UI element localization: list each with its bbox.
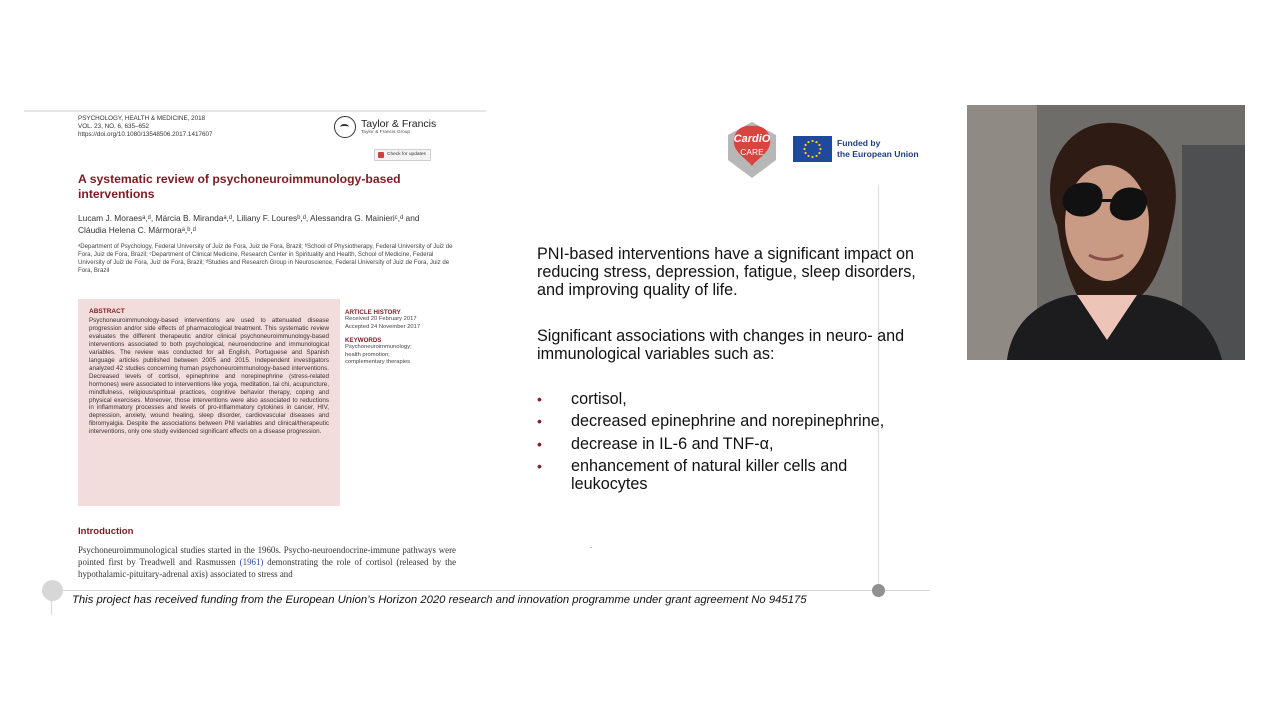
slide-paragraph-2: Significant associations with changes in neuro- and immunological variables such as:: [537, 327, 905, 364]
introduction-text: [78, 544, 456, 580]
bullet-item: [537, 390, 897, 408]
publisher-logo-block: [334, 116, 464, 138]
publisher-subtitle: Taylor & Francis Group: [361, 130, 411, 135]
eu-star-icon: [815, 155, 817, 157]
glasses-bridge: [1099, 199, 1113, 202]
journal-name: PSYCHOLOGY, HEALTH & MEDICINE, 2018: [78, 115, 206, 122]
abstract-heading: ABSTRACT: [89, 308, 125, 315]
eu-union-line: the European Union: [837, 149, 919, 159]
eu-star-icon: [804, 152, 806, 154]
bullet-text: decreased epinephrine and norepinephrine,: [571, 412, 885, 431]
presenter-video-image: [967, 105, 1245, 360]
bullet-icon: •: [537, 413, 542, 430]
eu-star-icon: [815, 141, 817, 143]
citation-link: (1961): [239, 557, 264, 567]
funding-acknowledgement: This project has received funding from the European Union’s Horizon 2020 research and innovation programme under grant agreement No 945175: [72, 594, 807, 606]
abstract-box: [78, 299, 340, 506]
paper-title: A systematic review of psychoneuroimmunology-based interventions: [78, 172, 401, 201]
divider-stub-left: [51, 600, 52, 615]
paper-top-border: [24, 110, 486, 112]
article-history: [345, 309, 445, 367]
bullet-icon: •: [537, 435, 542, 452]
accepted-date: Accepted 24 November 2017: [345, 323, 421, 330]
eu-stars-icon: [793, 136, 832, 162]
publisher-name: Taylor & Francis: [361, 118, 437, 130]
article-history-heading: ARTICLE HISTORY: [345, 309, 401, 316]
eu-star-icon: [818, 152, 820, 154]
bullet-text: cortisol,: [571, 390, 627, 408]
introduction-heading: Introduction: [78, 526, 134, 537]
eu-star-icon: [811, 140, 813, 142]
eu-funded-line: Funded by: [837, 138, 881, 148]
journal-doi: https://doi.org/10.1080/13548506.2017.1417607: [78, 130, 213, 138]
eu-star-icon: [804, 144, 806, 146]
cardio-wordmark: CardiO: [733, 133, 771, 145]
check-for-updates-badge: Check for updates: [374, 149, 431, 161]
received-date: Received 20 February 2017: [345, 316, 417, 322]
keyword: Psychoneuroimmunology;: [345, 344, 412, 351]
paper-snapshot: [24, 110, 486, 584]
bullet-icon: •: [537, 458, 542, 475]
keyword: health promotion;: [345, 351, 390, 358]
bullet-item: [537, 435, 897, 453]
eu-star-icon: [819, 148, 821, 150]
webcam-feed: [967, 105, 1245, 360]
bullet-text: enhancement of natural killer cells and leukocytes: [571, 457, 848, 494]
eu-star-icon: [811, 156, 813, 158]
journal-meta: [78, 115, 212, 138]
abstract-text: Psychoneuroimmunology-based interventions are used to attenuated disease progression and/or side effects of pharmacological treatment. This systematic review evaluates the different therapeutic and/or clinical psychoneuroimmunology-based interventions associated to both psychological, neuroendocrine and immunological variables. The review was conducted for all English, Portuguese and Spanish language articles published between 2005 and 2015. Independent investigators analyzed 42 studies concerning human psychoneuroimmunology-based interventions. Decreased levels of cortisol, epinephrine and norepinephrine (stress-related hormones) were associated to interventions like yoga, meditation, tai chi, acupuncture, mindfulness, religious/spiritual practices, cognitive behavior therapy, coping and physical exercises. Moreover, those interventions were also associated to reductions in inflammatory processes and levels of pro-inflammatory cytokines in cancer, HIV, depression, anxiety, wound healing, sleep disorder, cardiovascular diseases and fibromyalgia. Despite the associations between PNI variables and clinical/therapeutic interventions, only one study evidenced significant effects on a disease progression.: [89, 317, 329, 436]
horizontal-divider: [52, 590, 930, 591]
publisher-logo-icon: [334, 116, 356, 138]
bullet-list: [537, 390, 897, 498]
intro-text-part: demonstrating the role of cortisol (released by the hypothalamic-pituitary-adrenal axis) associated to stress and: [78, 557, 457, 579]
divider-dot-left: [42, 580, 63, 601]
bullet-icon: •: [537, 391, 542, 407]
divider-dot-right: [872, 584, 885, 597]
care-wordmark: CARE: [740, 147, 764, 157]
eu-flag-icon: [793, 136, 832, 162]
bullet-item: [537, 457, 897, 493]
paper-authors: Lucam J. Moraesᵃ,ᵈ, Márcia B. Mirandaᵃ,ᵈ, Liliany F. Louresᵇ,ᵈ, Alessandra G. Mainieriᶜ,ᵈ and Cláudia Helena C. Mármoraᵃ,ᵇ,ᵈ: [78, 213, 420, 235]
eu-star-icon: [818, 144, 820, 146]
keyword: complementary therapies: [345, 359, 411, 366]
slide-paragraph-1: PNI-based interventions have a significant impact on reducing stress, depression, fatigue, sleep disorders, and improving quality of life.: [537, 245, 916, 300]
bullet-item: [537, 412, 897, 430]
intro-text-part: Psychoneuroimmunological studies started in the 1960s. Psycho-neuroendocrine-immune pathways were pointed first by Treadwell and Rasmussen: [78, 545, 456, 567]
paper-affiliations: ᵃDepartment of Psychology, Federal University of Juiz de Fora, Juiz de Fora, Brazil; ᵇSchool of Physiotherapy, Federal University of Juiz de Fora, Juiz de Fora, Brazil; ᶜDepartment of Clinical Medicine, Research Center in Spirituality and Health, School of Medicine, Federal University of Juiz de Fora, Juiz de Fora, Brazil; ᵈStudies and Research Group in Neuroscience, Federal University of Juiz de Fora, Juiz de Fora, Brazil: [78, 243, 453, 274]
eu-star-icon: [807, 155, 809, 157]
journal-volume: VOL. 23, NO. 6, 635–652: [78, 122, 150, 130]
speck: [590, 547, 592, 548]
keywords-heading: KEYWORDS: [345, 337, 382, 345]
bullet-text: decrease in IL-6 and TNF-α,: [571, 434, 774, 453]
eu-funding-label: [837, 138, 919, 160]
cardio-care-logo: [726, 120, 778, 180]
eu-star-icon: [807, 141, 809, 143]
eu-star-icon: [803, 148, 805, 150]
presenter-face: [1065, 165, 1149, 281]
